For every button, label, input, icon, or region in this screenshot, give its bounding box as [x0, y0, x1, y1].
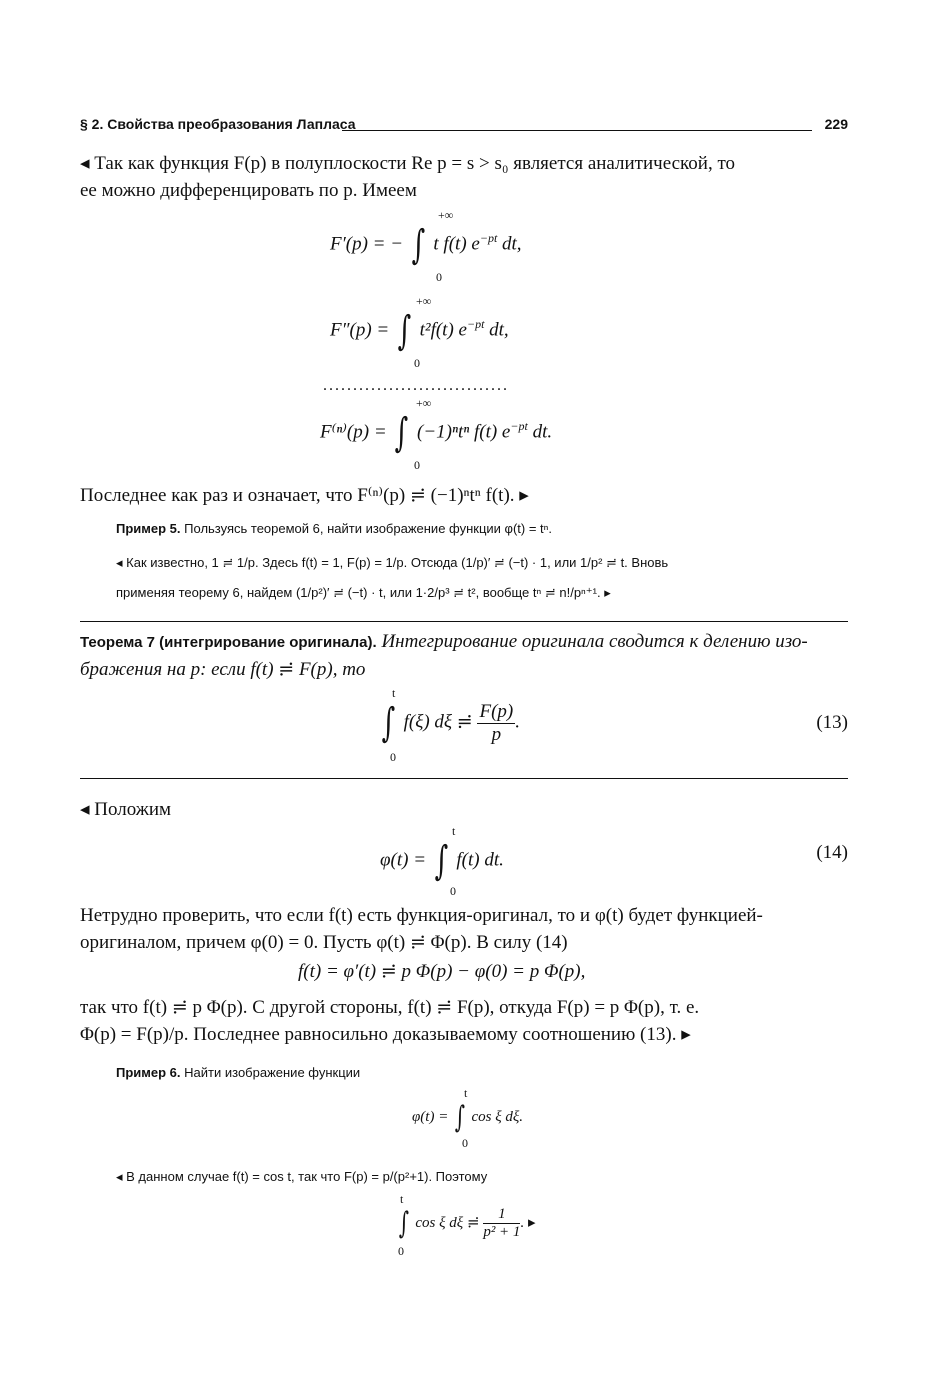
example-5-solution-line-1: ◂ Как известно, 1 ≓ 1/p. Здесь f(t) = 1, F(p) = 1/p. Отсюда (1/p)′ ≓ (−t) · 1, или 1/p² ≓ t. Вновь — [116, 555, 669, 570]
theorem-top-rule — [80, 621, 848, 622]
equation-lhs: F′(p) = − — [330, 233, 404, 255]
fraction-numerator: 1 — [483, 1206, 520, 1224]
equation-exponent: −pt — [466, 317, 485, 332]
equation-nth-derivative — [320, 396, 553, 472]
intro-paragraph — [80, 150, 848, 204]
equation-body: cos ξ dξ. — [471, 1108, 524, 1125]
integral-lower-limit: 0 — [436, 270, 442, 284]
integral-lower-limit: 0 — [390, 750, 396, 764]
equation-body: (−1)ⁿtⁿ f(t) e — [417, 421, 511, 443]
equation-second-derivative — [330, 294, 509, 370]
equation-body: f(ξ) dξ ≓ — [403, 711, 473, 733]
example-6-result — [396, 1192, 536, 1258]
integral-upper-limit: t — [400, 1192, 404, 1206]
integral-lower-limit: 0 — [414, 356, 420, 370]
theorem-7-title: Теорема 7 (интегрирование оригинала). — [80, 634, 377, 651]
integral-upper-limit: +∞ — [438, 208, 454, 222]
proof-paragraph-1-line-2: оригиналом, причем φ(0) = 0. Пусть φ(t) ≓ Φ(p). В силу (14) — [80, 932, 568, 953]
integral-sign: ∫ — [397, 308, 412, 354]
section-title: § 2. Свойства преобразования Лапласа — [80, 116, 356, 132]
equation-body: f(t) dt. — [456, 849, 504, 871]
continuation-dots: ............................... — [323, 377, 509, 394]
equation-number-14: (14) — [816, 842, 848, 863]
equation-lhs: F⁽ⁿ⁾(p) = — [320, 421, 387, 443]
integral-sign: ∫ — [398, 1206, 409, 1241]
example-6-title: Пример 6. — [116, 1065, 181, 1080]
integral-lower-limit: 0 — [414, 458, 420, 472]
page-number: 229 — [824, 116, 848, 132]
example-5-text: Пользуясь теоремой 6, найти изображение функции φ(t) = tⁿ. — [184, 521, 553, 536]
running-header — [80, 116, 848, 136]
example-6-solution: ◂ В данном случае f(t) = cos t, так что F(p) = p/(p²+1). Поэтому — [116, 1169, 488, 1184]
proof-paragraph-2-line-1: так что f(t) ≓ p Φ(p). С другой стороны, f(t) ≓ F(p), откуда F(p) = p Φ(p), т. е. — [80, 997, 700, 1018]
integral-upper-limit: t — [392, 686, 396, 700]
integral-sign: ∫ — [381, 700, 396, 746]
fraction-denominator: p — [491, 723, 502, 745]
integral-sign: ∫ — [411, 222, 426, 268]
example-5-title: Пример 5. — [116, 521, 181, 536]
example-5-solution — [116, 552, 848, 604]
header-rule — [342, 130, 812, 131]
equation-lhs: φ(t) = — [412, 1108, 449, 1125]
equation-tail: dt, — [502, 233, 522, 255]
integral-sign: ∫ — [434, 838, 448, 884]
theorem-7-line-2: бражения на p: если f(t) ≓ F(p), то — [80, 659, 366, 680]
equation-number-13: (13) — [816, 712, 848, 733]
integral-sign: ∫ — [454, 1100, 465, 1135]
proof-paragraph-2 — [80, 994, 848, 1048]
fraction — [483, 1206, 520, 1241]
proof-start: ◂ Положим — [80, 799, 172, 820]
equation-tail: dt. — [532, 421, 553, 443]
equation-tail: . ▸ — [520, 1214, 536, 1231]
example-6-formula — [412, 1086, 524, 1150]
conclusion-line: Последнее как раз и означает, что F⁽ⁿ⁾(p) ≓ (−1)ⁿtⁿ f(t). ▸ — [80, 485, 529, 506]
integral-sign: ∫ — [395, 410, 409, 456]
equation-lhs: F″(p) = — [330, 319, 390, 341]
intro-line-1: ◂ Так как функция F(p) в полуплоскости Re p = s > s₀ является аналитической, то — [80, 153, 736, 174]
intro-line-2: ее можно дифференцировать по p. Имеем — [80, 180, 417, 201]
example-6-text: Найти изображение функции — [184, 1065, 361, 1080]
integral-lower-limit: 0 — [398, 1244, 404, 1258]
equation-tail: dt, — [489, 319, 509, 341]
equation-derivation: f(t) = φ′(t) ≓ p Φ(p) − φ(0) = p Φ(p), — [298, 961, 586, 982]
integral-lower-limit: 0 — [462, 1136, 468, 1150]
page — [80, 0, 848, 1397]
integral-upper-limit: t — [464, 1086, 468, 1100]
integral-upper-limit: t — [452, 824, 456, 838]
proof-paragraph-1-line-1: Нетрудно проверить, что если f(t) есть функция-оригинал, то и φ(t) будет функцией- — [80, 905, 763, 926]
theorem-bottom-rule — [80, 778, 848, 779]
integral-upper-limit: +∞ — [416, 294, 432, 308]
equation-first-derivative — [330, 208, 522, 284]
fraction-numerator: F(p) — [479, 700, 514, 722]
equation-exponent: −pt — [510, 419, 528, 434]
example-6-statement — [116, 1062, 848, 1084]
equation-body: t f(t) e — [433, 233, 480, 255]
theorem-7-line-1: Интегрирование оригинала сводится к делению изо- — [381, 631, 808, 652]
integral-lower-limit: 0 — [450, 884, 456, 898]
equation-14 — [380, 824, 504, 898]
equation-lhs: φ(t) = — [380, 849, 427, 871]
integral-upper-limit: +∞ — [416, 396, 432, 410]
equation-body: t²f(t) e — [419, 319, 467, 341]
equation-13: t ∫ f(ξ) dξ ≓ $\frac{F(p)}{p}$ . 0 — [381, 686, 520, 764]
example-5-statement — [116, 518, 848, 540]
equation-exponent: −pt — [479, 231, 498, 246]
proof-paragraph-1 — [80, 902, 848, 956]
theorem-7-statement — [80, 628, 848, 683]
fraction-denominator: p² + 1 — [483, 1224, 521, 1240]
fraction — [477, 701, 515, 746]
proof-paragraph-2-line-2: Φ(p) = F(p)/p. Последнее равносильно доказываемому соотношению (13). ▸ — [80, 1024, 691, 1045]
example-5-solution-line-2: применяя теорему 6, найдем (1/p²)′ ≓ (−t) · t, или 1·2/p³ ≓ t², вообще tⁿ ≓ n!/pⁿ⁺¹. ▸ — [116, 585, 611, 600]
equation-body: cos ξ dξ ≓ — [415, 1214, 480, 1231]
